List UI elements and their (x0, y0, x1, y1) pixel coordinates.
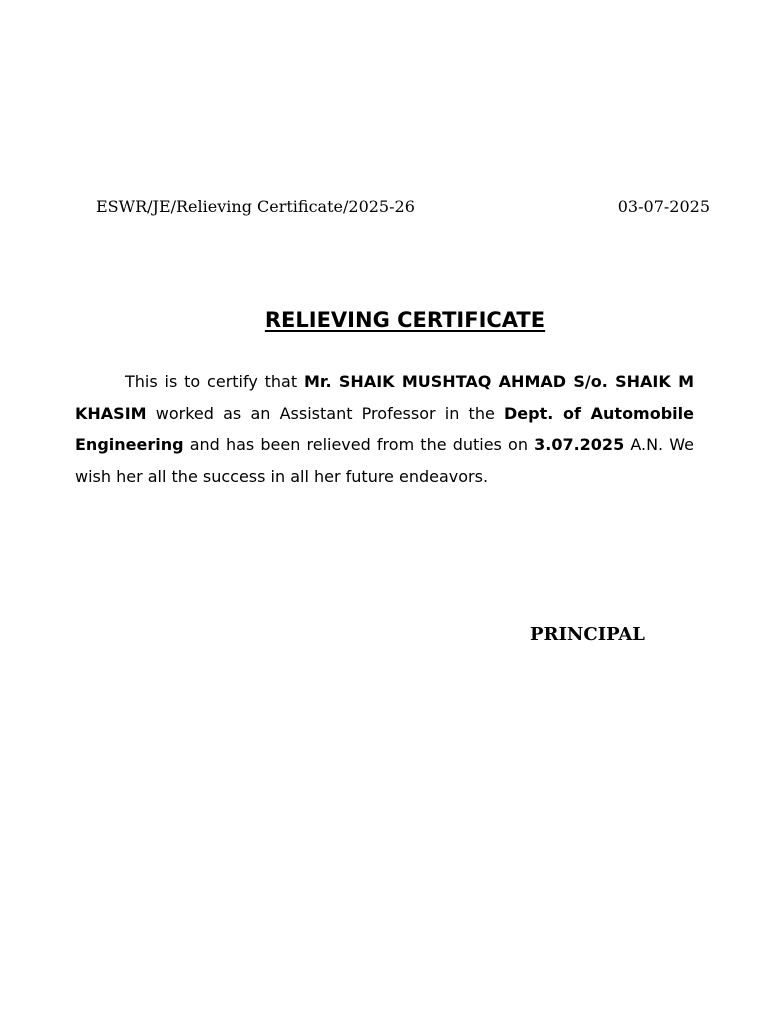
department-name: Dept. of Automobile Engineering (75, 403, 694, 454)
closing-text: A.N. We wish her all the success in all her future endeavors. (75, 435, 695, 486)
intro-text: This is to certify that (125, 372, 304, 391)
issue-date: 03-07-2025 (617, 197, 710, 216)
employee-name: Mr. SHAIK MUSHTAQ AHMAD S/o. SHAIK M KHASIM (75, 372, 694, 423)
relieving-date: 3.07.2025 (534, 435, 625, 454)
document-title: RELIEVING CERTIFICATE (264, 308, 546, 332)
role-text: worked as an Assistant Professor in the (146, 403, 505, 423)
relieved-text: and has been relieved from the duties on (183, 435, 535, 454)
certificate-body (75, 366, 694, 492)
signatory-title: PRINCIPAL (530, 624, 645, 645)
reference-number: ESWR/JE/Relieving Certificate/2025-26 (96, 197, 415, 216)
